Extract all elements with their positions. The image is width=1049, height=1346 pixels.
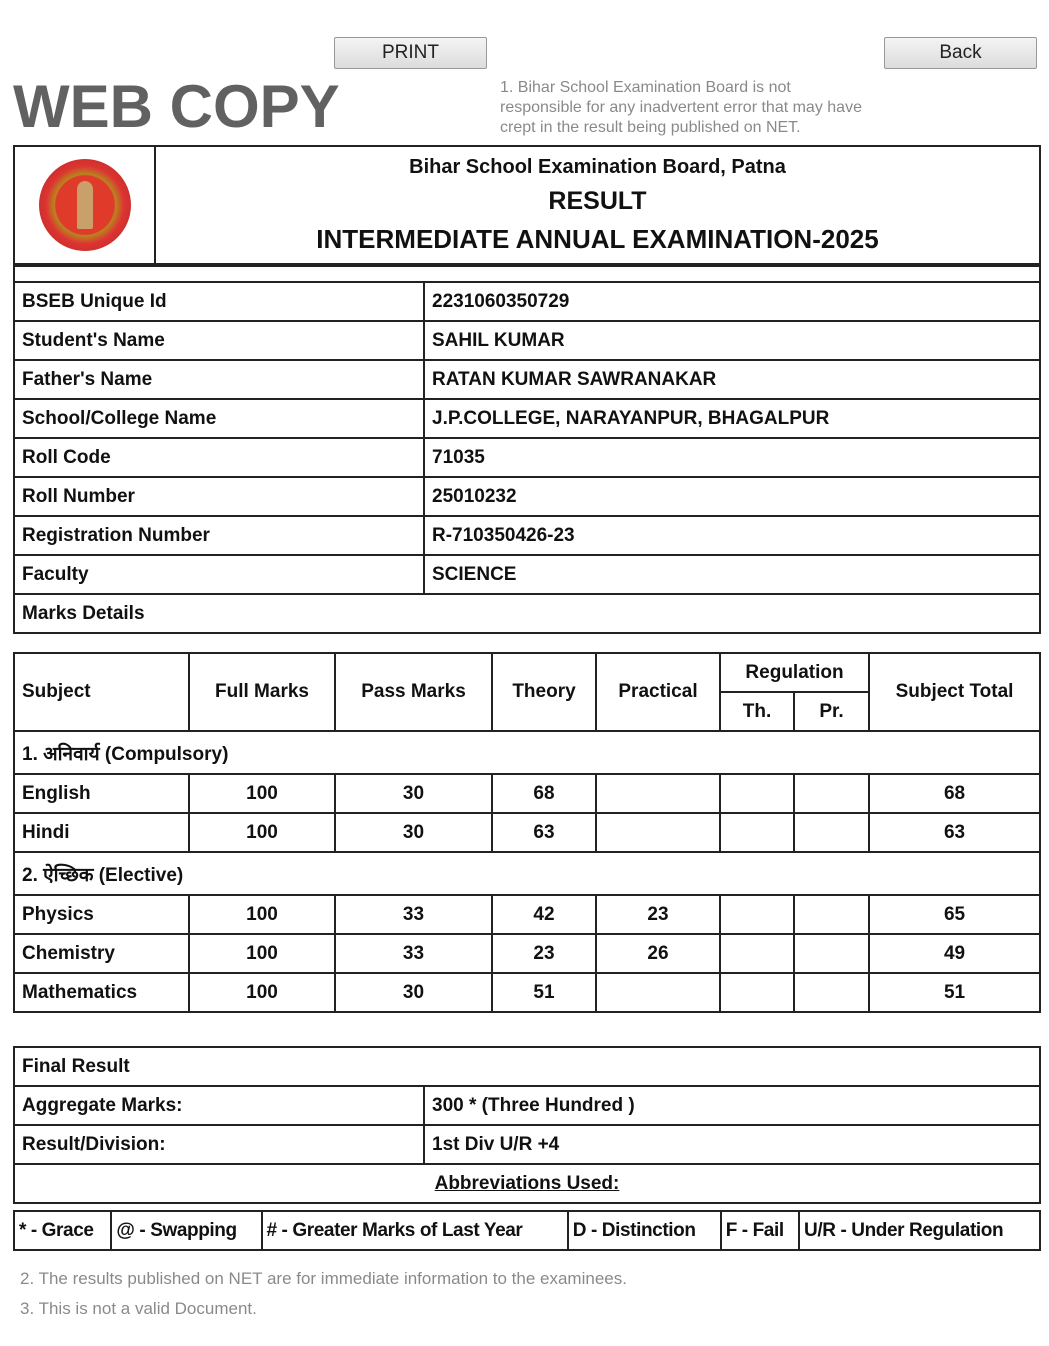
cell-subject: English [14, 774, 189, 813]
cell-full: 100 [189, 774, 335, 813]
cell-th [720, 934, 794, 973]
info-label: Father's Name [14, 360, 424, 399]
abbreviation-item: U/R - Under Regulation [799, 1211, 1040, 1250]
cell-practical [596, 774, 720, 813]
cell-practical: 23 [596, 895, 720, 934]
cell-pass: 30 [335, 774, 492, 813]
info-row [14, 321, 1040, 360]
cell-practical [596, 813, 720, 852]
info-value: 25010232 [424, 477, 1040, 516]
cell-total: 65 [869, 895, 1040, 934]
info-label: BSEB Unique Id [14, 282, 424, 321]
cell-full: 100 [189, 895, 335, 934]
group-title: 1. अनिवार्य (Compulsory) [14, 731, 1040, 774]
col-full-marks: Full Marks [189, 653, 335, 731]
cell-pr [794, 973, 869, 1012]
info-label: Registration Number [14, 516, 424, 555]
info-label: School/College Name [14, 399, 424, 438]
watermark-disclaimer: 2. The results published on NET are for immediate information to the examinees. [20, 1269, 627, 1288]
marks-table [13, 652, 1041, 1013]
group-title: 2. ऐच्छिक (Elective) [14, 852, 1040, 895]
cell-total: 63 [869, 813, 1040, 852]
info-value: J.P.COLLEGE, NARAYANPUR, BHAGALPUR [424, 399, 1040, 438]
cell-theory: 42 [492, 895, 596, 934]
final-result-title: Final Result [14, 1047, 1040, 1086]
col-subject-total: Subject Total [869, 653, 1040, 731]
col-practical: Practical [596, 653, 720, 731]
subject-row [14, 934, 1040, 973]
cell-total: 51 [869, 973, 1040, 1012]
abbreviation-item: D - Distinction [568, 1211, 721, 1250]
info-label: Student's Name [14, 321, 424, 360]
cell-pr [794, 774, 869, 813]
cell-subject: Chemistry [14, 934, 189, 973]
info-value: R-710350426-23 [424, 516, 1040, 555]
watermark-web-copy: WEB COPY [13, 73, 340, 140]
col-regulation: Regulation [720, 653, 869, 692]
exam-title: INTERMEDIATE ANNUAL EXAMINATION-2025 [316, 223, 879, 254]
cell-th [720, 895, 794, 934]
cell-full: 100 [189, 934, 335, 973]
cell-pass: 30 [335, 973, 492, 1012]
cell-full: 100 [189, 813, 335, 852]
marks-details-title: Marks Details [14, 594, 1040, 633]
col-subject: Subject [14, 653, 189, 731]
final-result-table [13, 1046, 1041, 1204]
info-row [14, 399, 1040, 438]
cell-practical: 26 [596, 934, 720, 973]
abbreviation-item: F - Fail [721, 1211, 799, 1250]
cell-th [720, 973, 794, 1012]
info-label: Faculty [14, 555, 424, 594]
cell-pass: 33 [335, 895, 492, 934]
info-value: 71035 [424, 438, 1040, 477]
cell-subject: Physics [14, 895, 189, 934]
info-row [14, 438, 1040, 477]
subject-row [14, 813, 1040, 852]
col-pass-marks: Pass Marks [335, 653, 492, 731]
cell-pass: 30 [335, 813, 492, 852]
aggregate-label: Aggregate Marks: [14, 1086, 424, 1125]
cell-full: 100 [189, 973, 335, 1012]
abbreviation-item: * - Grace [14, 1211, 111, 1250]
subject-row [14, 973, 1040, 1012]
cell-total: 49 [869, 934, 1040, 973]
info-value: 2231060350729 [424, 282, 1040, 321]
abbreviation-item: # - Greater Marks of Last Year [262, 1211, 568, 1250]
info-row [14, 282, 1040, 321]
result-title: RESULT [548, 186, 647, 215]
col-reg-pr: Pr. [794, 692, 869, 731]
subject-row [14, 895, 1040, 934]
cell-pass: 33 [335, 934, 492, 973]
cell-total: 68 [869, 774, 1040, 813]
info-row [14, 477, 1040, 516]
col-theory: Theory [492, 653, 596, 731]
info-label: Roll Code [14, 438, 424, 477]
cell-pr [794, 934, 869, 973]
info-value: SCIENCE [424, 555, 1040, 594]
print-button[interactable]: PRINT [334, 37, 487, 69]
info-value: SAHIL KUMAR [424, 321, 1040, 360]
abbreviations-title: Abbreviations Used: [434, 1172, 620, 1194]
info-row [14, 516, 1040, 555]
info-row [14, 555, 1040, 594]
watermark-disclaimer: 1. Bihar School Examination Board is not responsible for any inadvertent error that may have crept in the result being published on NET. [500, 79, 862, 136]
subject-row [14, 774, 1040, 813]
aggregate-value: 300 * (Three Hundred ) [424, 1086, 1040, 1125]
info-label: Roll Number [14, 477, 424, 516]
student-info-table [13, 265, 1041, 634]
abbreviations-table [13, 1210, 1041, 1251]
result-header [13, 145, 1041, 265]
cell-theory: 51 [492, 973, 596, 1012]
cell-th [720, 813, 794, 852]
info-row [14, 360, 1040, 399]
cell-theory: 68 [492, 774, 596, 813]
cell-pr [794, 813, 869, 852]
cell-subject: Mathematics [14, 973, 189, 1012]
back-button[interactable]: Back [884, 37, 1037, 69]
division-value: 1st Div U/R +4 [424, 1125, 1040, 1164]
bseb-logo [39, 159, 131, 251]
cell-th [720, 774, 794, 813]
col-reg-th: Th. [720, 692, 794, 731]
watermark-disclaimer: 3. This is not a valid Document. [20, 1299, 257, 1318]
cell-practical [596, 973, 720, 1012]
division-label: Result/Division: [14, 1125, 424, 1164]
cell-pr [794, 895, 869, 934]
cell-theory: 63 [492, 813, 596, 852]
info-value: RATAN KUMAR SAWRANAKAR [424, 360, 1040, 399]
cell-theory: 23 [492, 934, 596, 973]
board-name: Bihar School Examination Board, Patna [409, 155, 786, 178]
cell-subject: Hindi [14, 813, 189, 852]
abbreviation-item: @ - Swapping [111, 1211, 261, 1250]
